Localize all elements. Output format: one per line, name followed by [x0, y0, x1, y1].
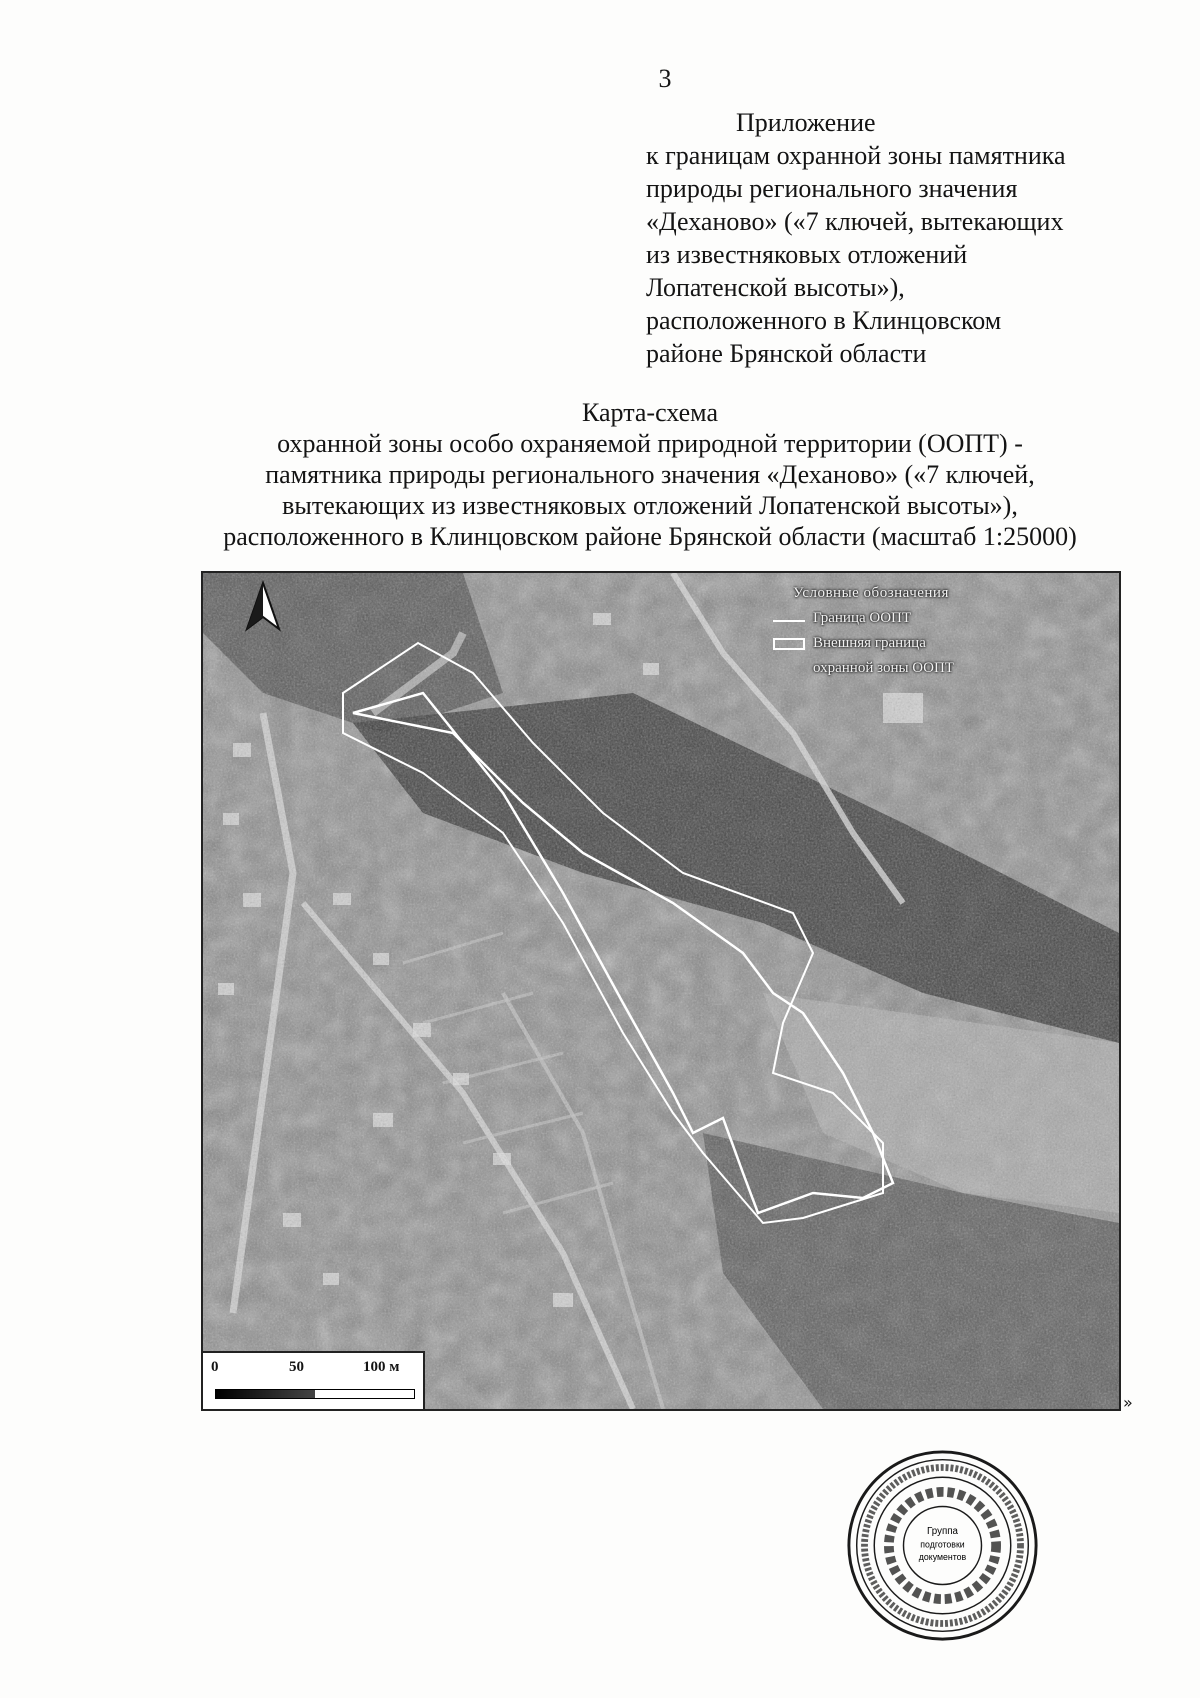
map-legend: [773, 581, 1113, 681]
legend-title: Условные обозначения: [793, 585, 949, 601]
scale-label: 0: [211, 1359, 219, 1375]
legend-item-zone-cont: [773, 656, 1113, 681]
map-title-heading: Карта-схема: [582, 398, 718, 427]
appendix-heading: Приложение: [736, 108, 876, 137]
appendix-line: Лопатенской высоты»),: [646, 273, 905, 302]
legend-item-zone: [773, 631, 1113, 656]
map-image: [203, 573, 1119, 1409]
stamp-text: Группа: [927, 1525, 958, 1537]
appendix-line: «Деханово» («7 ключей, вытекающих: [646, 207, 1064, 236]
map-title-line: охранной зоны особо охраняемой природной территории (ООПТ) -: [277, 429, 1023, 458]
legend-line-swatch: [773, 616, 805, 622]
scale-bar-graphic: [215, 1389, 415, 1399]
stamp-text: документов: [918, 1552, 967, 1563]
appendix-line: природы регионального значения: [646, 174, 1018, 203]
legend-label: Внешняя граница: [813, 635, 926, 651]
map-title-line: расположенного в Клинцовском районе Брянской области (масштаб 1:25000): [223, 522, 1077, 551]
scale-bar: [203, 1351, 425, 1409]
satellite-map: [201, 571, 1121, 1411]
scale-label: 50: [289, 1359, 304, 1375]
legend-item-oopt: [773, 606, 1113, 631]
stamp-text: подготовки: [920, 1539, 965, 1550]
appendix-line: районе Брянской области: [646, 339, 927, 368]
appendix-line: расположенного в Клинцовском: [646, 306, 1002, 335]
appendix-line: из известняковых отложений: [646, 240, 968, 269]
map-title-line: памятника природы регионального значения «Деханово» («7 ключей,: [265, 460, 1035, 489]
legend-box-swatch: [773, 638, 805, 650]
appendix-line: к границам охранной зоны памятника: [646, 141, 1066, 170]
official-stamp: [845, 1448, 1040, 1643]
appendix-block: [646, 106, 1166, 370]
legend-label: Граница ООПТ: [813, 610, 912, 626]
margin-mark: »: [1123, 1393, 1133, 1412]
page-number: 3: [658, 64, 672, 93]
map-title-line: вытекающих из известняковых отложений Лопатенской высоты»),: [282, 491, 1018, 520]
scale-label: 100 м: [363, 1359, 400, 1375]
map-title: [170, 397, 1130, 552]
legend-label: охранной зоны ООПТ: [813, 660, 954, 676]
